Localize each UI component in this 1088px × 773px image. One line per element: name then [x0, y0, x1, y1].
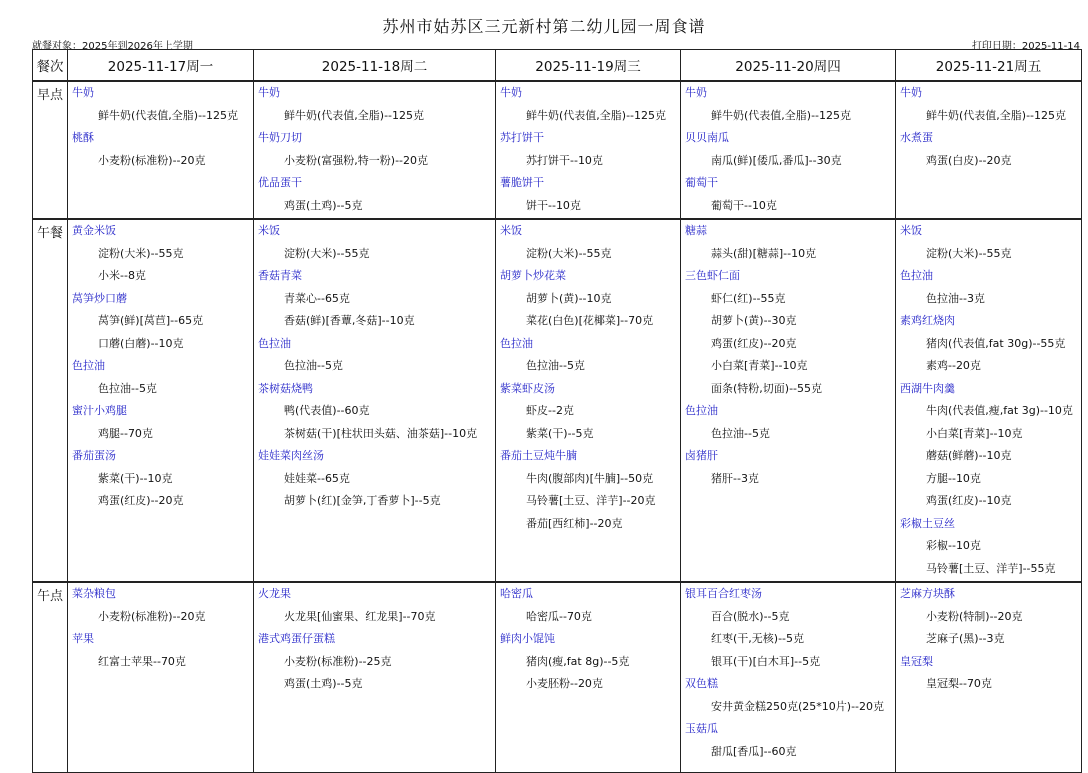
ingredient: 娃娃菜--65克: [284, 471, 350, 485]
dish-name: 皇冠梨: [900, 654, 933, 668]
ingredient: 香菇(鲜)[香蕈,冬菇]--10克: [284, 314, 415, 327]
dish-name: 苹果: [72, 632, 94, 645]
ingredient: 鸡蛋(土鸡)--5克: [284, 198, 363, 212]
ingredient: 小麦胚粉--20克: [526, 677, 603, 690]
dish-name: 彩椒土豆丝: [900, 516, 955, 530]
dish-name: 莴笋炒口蘑: [72, 291, 127, 305]
dish-name: 菜杂粮包: [72, 587, 116, 600]
ingredient: 皇冠梨--70克: [926, 677, 992, 690]
menu-cell: [681, 582, 896, 772]
dish-name: 港式鸡蛋仔蛋糕: [258, 632, 335, 645]
menu-cell: [681, 81, 896, 219]
menu-cell: [896, 582, 1082, 772]
meal-row: [33, 81, 1082, 219]
page-title: 苏州市姑苏区三元新村第二幼儿园一周食谱: [382, 17, 706, 36]
dish-name: 三色虾仁面: [685, 269, 740, 282]
meal-column-header: 餐次: [33, 50, 68, 82]
dish-name: 色拉油: [72, 359, 105, 372]
meal-name: 早点: [33, 81, 68, 219]
dish-name: 牛奶: [685, 86, 707, 99]
target-group-label: 就餐对象：2025年到2026年上学期: [32, 41, 193, 52]
ingredient: 胡萝卜(黄)--10克: [526, 291, 612, 305]
day-header: 2025-11-21周五: [896, 50, 1082, 82]
dish-name: 米饭: [258, 224, 280, 237]
dish-name: 蜜汁小鸡腿: [72, 404, 127, 417]
ingredient: 青菜心--65克: [284, 291, 350, 305]
dish-name: 优品蛋干: [258, 176, 302, 189]
meal-name: 午餐: [33, 219, 68, 582]
ingredient: 彩椒--10克: [926, 539, 981, 552]
menu-cell: [496, 582, 681, 772]
ingredient: 虾仁(红)--55克: [711, 291, 786, 305]
ingredient: 牛肉(代表值,瘦,fat 3g)--10克: [926, 404, 1073, 417]
ingredient: 淀粉(大米)--55克: [284, 246, 370, 260]
dish-name: 苏打饼干: [500, 131, 544, 144]
ingredient: 哈密瓜--70克: [526, 609, 592, 623]
dish-name: 糖蒜: [685, 224, 707, 237]
ingredient: 葡萄干--10克: [711, 198, 777, 212]
ingredient: 饼干--10克: [526, 198, 581, 212]
menu-cell: [896, 219, 1082, 582]
ingredient: 蒜头(甜)[糖蒜]--10克: [711, 246, 817, 260]
dish-name: 火龙果: [258, 587, 291, 600]
dish-name: 鲜肉小馄饨: [500, 632, 555, 645]
ingredient: 猪肝--3克: [711, 471, 759, 485]
ingredient: 牛肉(腹部肉)[牛腩]--50克: [526, 471, 654, 485]
dish-name: 紫菜虾皮汤: [500, 381, 555, 395]
ingredient: 小麦粉(特制)--20克: [926, 609, 1023, 623]
dish-name: 牛奶: [900, 86, 922, 99]
dish-name: 水煮蛋: [900, 131, 933, 144]
ingredient: 鸭(代表值)--60克: [284, 404, 370, 417]
ingredient: 口蘑(白蘑)--10克: [98, 336, 184, 350]
ingredient: 鲜牛奶(代表值,全脂)--125克: [926, 108, 1067, 122]
dish-name: 番茄土豆炖牛腩: [500, 449, 577, 462]
ingredient: 淀粉(大米)--55克: [526, 246, 612, 260]
ingredient: 紫菜(干)--5克: [526, 426, 594, 440]
ingredient: 胡萝卜(红)[金笋,丁香萝卜]--5克: [284, 494, 441, 507]
ingredient: 小麦粉(标准粉)--25克: [284, 654, 392, 668]
dish-name: 牛奶: [72, 86, 94, 99]
dish-name: 牛奶: [258, 86, 280, 99]
meal-row: [33, 219, 1082, 582]
ingredient: 苏打饼干--10克: [526, 153, 603, 167]
menu-cell: [496, 219, 681, 582]
ingredient: 莴笋(鲜)[莴苣]--65克: [98, 314, 204, 327]
menu-cell: [496, 81, 681, 219]
ingredient: 鲜牛奶(代表值,全脂)--125克: [526, 108, 667, 122]
ingredient: 火龙果[仙蜜果、红龙果]--70克: [284, 609, 436, 623]
ingredient: 百合(脱水)--5克: [711, 609, 790, 623]
day-header: 2025-11-19周三: [496, 50, 681, 82]
dish-name: 娃娃菜肉丝汤: [258, 449, 324, 462]
ingredient: 鲜牛奶(代表值,全脂)--125克: [711, 108, 852, 122]
dish-name: 牛奶刀切: [258, 131, 302, 144]
dish-name: 玉菇瓜: [685, 722, 718, 735]
dish-name: 桃酥: [72, 131, 94, 144]
ingredient: 番茄[西红柿]--20克: [526, 516, 623, 530]
ingredient: 小麦粉(富强粉,特一粉)--20克: [284, 153, 429, 167]
ingredient: 色拉油--5克: [98, 381, 157, 395]
ingredient: 色拉油--5克: [284, 359, 343, 372]
dish-name: 贝贝南瓜: [685, 131, 729, 144]
print-date-label: 打印日期：2025-11-14: [971, 41, 1080, 52]
ingredient: 猪肉(瘦,fat 8g)--5克: [526, 654, 630, 668]
dish-name: 素鸡红烧肉: [900, 314, 955, 327]
ingredient: 红富士苹果--70克: [98, 654, 186, 668]
menu-cell: [68, 219, 254, 582]
ingredient: 淀粉(大米)--55克: [926, 246, 1012, 260]
menu-cell: [896, 81, 1082, 219]
ingredient: 素鸡--20克: [926, 359, 981, 372]
dish-name: 米饭: [500, 224, 522, 237]
ingredient: 南瓜(鲜)[倭瓜,番瓜]--30克: [711, 153, 842, 167]
dish-name: 色拉油: [258, 336, 291, 350]
ingredient: 鸡蛋(红皮)--20克: [711, 336, 797, 350]
weekly-menu-table: [32, 49, 1082, 773]
ingredient: 鲜牛奶(代表值,全脂)--125克: [284, 108, 425, 122]
dish-name: 哈密瓜: [500, 587, 533, 600]
ingredient: 鸡蛋(红皮)--10克: [926, 494, 1012, 507]
day-header: 2025-11-20周四: [681, 50, 896, 82]
meal-name: 午点: [33, 582, 68, 772]
dish-name: 双色糕: [685, 677, 718, 690]
ingredient: 鸡腿--70克: [98, 426, 153, 440]
ingredient: 马铃薯[土豆、洋芋]--55克: [926, 561, 1056, 575]
meal-row: [33, 582, 1082, 772]
ingredient: 鸡蛋(土鸡)--5克: [284, 677, 363, 690]
ingredient: 鲜牛奶(代表值,全脂)--125克: [98, 108, 239, 122]
ingredient: 红枣(干,无核)--5克: [711, 632, 805, 645]
dish-name: 芝麻方块酥: [900, 587, 955, 600]
ingredient: 芝麻子(黑)--3克: [926, 632, 1005, 645]
menu-cell: [254, 219, 496, 582]
ingredient: 安井黄金糕250克(25*10片)--20克: [711, 699, 885, 713]
dish-name: 银耳百合红枣汤: [685, 587, 762, 600]
dish-name: 黄金米饭: [72, 224, 116, 237]
dish-name: 卤猪肝: [685, 449, 718, 462]
dish-name: 牛奶: [500, 86, 522, 99]
ingredient: 色拉油--3克: [926, 291, 985, 305]
header-row: [33, 50, 1082, 82]
dish-name: 色拉油: [900, 269, 933, 282]
menu-cell: [681, 219, 896, 582]
dish-name: 胡萝卜炒花菜: [500, 269, 566, 282]
dish-name: 茶树菇烧鸭: [258, 381, 313, 395]
ingredient: 紫菜(干)--10克: [98, 471, 173, 485]
ingredient: 虾皮--2克: [526, 404, 574, 417]
ingredient: 淀粉(大米)--55克: [98, 246, 184, 260]
ingredient: 色拉油--5克: [711, 426, 770, 440]
ingredient: 鸡蛋(红皮)--20克: [98, 494, 184, 507]
dish-name: 色拉油: [685, 404, 718, 417]
ingredient: 茶树菇(干)[柱状田头菇、油茶菇]--10克: [284, 426, 478, 440]
ingredient: 小白菜[青菜]--10克: [926, 426, 1023, 440]
dish-name: 番茄蛋汤: [72, 449, 116, 462]
ingredient: 面条(特粉,切面)--55克: [711, 381, 823, 395]
menu-cell: [254, 582, 496, 772]
menu-cell: [68, 582, 254, 772]
ingredient: 小米--8克: [98, 269, 146, 282]
menu-cell: [68, 81, 254, 219]
ingredient: 胡萝卜(黄)--30克: [711, 314, 797, 327]
ingredient: 甜瓜[香瓜]--60克: [711, 744, 797, 758]
dish-name: 香菇青菜: [258, 269, 302, 282]
ingredient: 蘑菇(鲜蘑)--10克: [926, 449, 1012, 462]
menu-cell: [254, 81, 496, 219]
day-header: 2025-11-17周一: [68, 50, 254, 82]
ingredient: 猪肉(代表值,fat 30g)--55克: [926, 336, 1066, 350]
ingredient: 小麦粉(标准粉)--20克: [98, 153, 206, 167]
ingredient: 鸡蛋(白皮)--20克: [926, 153, 1012, 167]
ingredient: 小白菜[青菜]--10克: [711, 359, 808, 372]
ingredient: 马铃薯[土豆、洋芋]--20克: [526, 494, 656, 507]
dish-name: 西湖牛肉羹: [900, 381, 955, 395]
day-header: 2025-11-18周二: [254, 50, 496, 82]
ingredient: 色拉油--5克: [526, 359, 585, 372]
ingredient: 方腿--10克: [926, 471, 981, 485]
dish-name: 色拉油: [500, 336, 533, 350]
ingredient: 银耳(干)[白木耳]--5克: [711, 654, 821, 668]
dish-name: 米饭: [900, 224, 922, 237]
ingredient: 菜花(白色)[花椰菜]--70克: [526, 314, 654, 327]
ingredient: 小麦粉(标准粉)--20克: [98, 609, 206, 623]
dish-name: 葡萄干: [685, 176, 718, 189]
dish-name: 薯脆饼干: [500, 176, 544, 189]
